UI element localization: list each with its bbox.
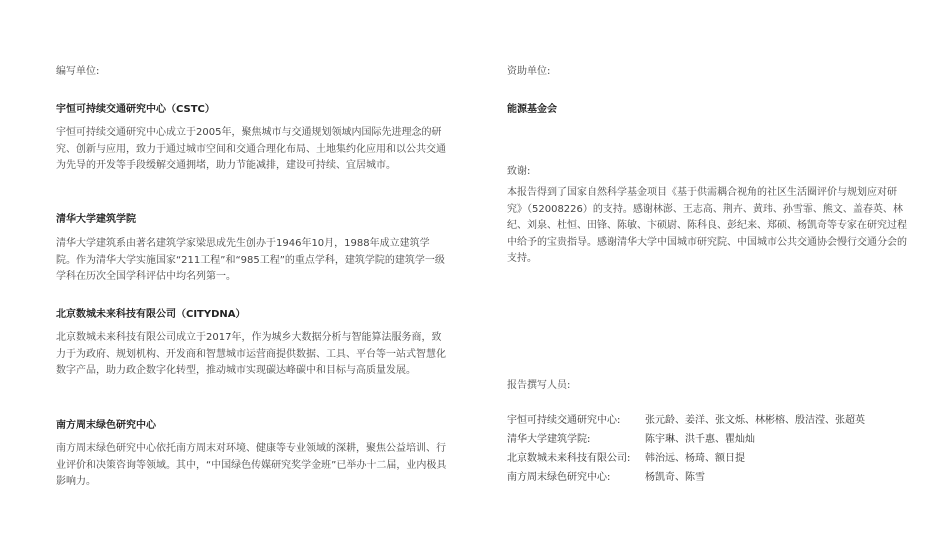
org-name-infzm-green: 南方周末绿色研究中心	[56, 420, 156, 431]
acknowledgement-label: 致谢:	[507, 166, 531, 177]
author-org: 宇恒可持续交通研究中心:	[507, 415, 621, 426]
org-name-cstc: 宇恒可持续交通研究中心（CSTC）	[56, 104, 215, 115]
author-row	[507, 411, 907, 430]
author-names: 张元龄、姜洋、张文烁、林彬榕、殷洁滢、张超英	[645, 415, 865, 426]
author-org: 清华大学建筑学院:	[507, 434, 591, 445]
author-row	[507, 430, 907, 449]
org-desc-infzm-green: 南方周末绿色研究中心依托南方周末对环境、健康等专业领域的深耕，聚焦公益培训、行业评价和决策咨询等领域。其中，“中国绿色传媒研究奖学金班”已举办十二届，业内极具影响力。	[56, 443, 447, 487]
author-org: 北京数城未来科技有限公司:	[507, 453, 631, 464]
funded-by-label: 资助单位:	[507, 66, 551, 77]
compiled-by-label: 编写单位:	[56, 66, 100, 77]
org-desc-citydna: 北京数城未来科技有限公司成立于2017年，作为城乡大数据分析与智能算法服务商，致力于为政府、规划机构、开发商和智慧城市运营商提供数据、工具、平台等一站式智慧化数字产品，助力政企数字化转型，推动城市实现碳达峰碳中和目标与高质量发展。	[56, 332, 446, 376]
authors-list	[507, 411, 907, 487]
acknowledgement-text: 本报告得到了国家自然科学基金项目《基于供需耦合视角的社区生活圈评价与规划应对研究》（52008226）的支持。感谢林澎、王志高、荆卉、黄玮、孙雪霏、熊文、盖春英、林纪、刘泉、杜恒、田锋、陈敏、卞硕尉、陈科良、彭纪来、郑硕、杨凯奇等专家在研究过程中给予的宝贵指导。感谢清华大学中国城市研究院、中国城市公共交通协会慢行交通分会的支持。	[507, 187, 907, 264]
org-desc-tsinghua: 清华大学建筑系由著名建筑学家梁思成先生创办于1946年10月，1988年成立建筑学院。作为清华大学实施国家“211工程”和“985工程”的重点学科，建筑学院的建筑学一级学科在历次全国学科评估中均名列第一。	[56, 238, 445, 282]
author-names: 杨凯奇、陈雪	[645, 472, 705, 483]
funder-name: 能源基金会	[507, 104, 557, 115]
author-row	[507, 449, 907, 468]
org-name-tsinghua: 清华大学建筑学院	[56, 214, 136, 225]
author-org: 南方周末绿色研究中心:	[507, 472, 611, 483]
org-desc-cstc: 宇恒可持续交通研究中心成立于2005年，聚焦城市与交通规划领域内国际先进理念的研究、创新与应用，致力于通过城市空间和交通合理化布局、土地集约化应用和以公共交通为先导的开发等手段缓解交通拥堵，助力节能减排，建设可持续、宜居城市。	[56, 127, 446, 171]
author-row	[507, 468, 907, 487]
authors-label: 报告撰写人员:	[507, 380, 571, 391]
author-names: 韩治远、杨琦、额日提	[645, 453, 745, 464]
org-name-citydna: 北京数城未来科技有限公司（CITYDNA）	[56, 309, 246, 320]
author-names: 陈宇琳、洪千惠、瞿灿灿	[645, 434, 755, 445]
